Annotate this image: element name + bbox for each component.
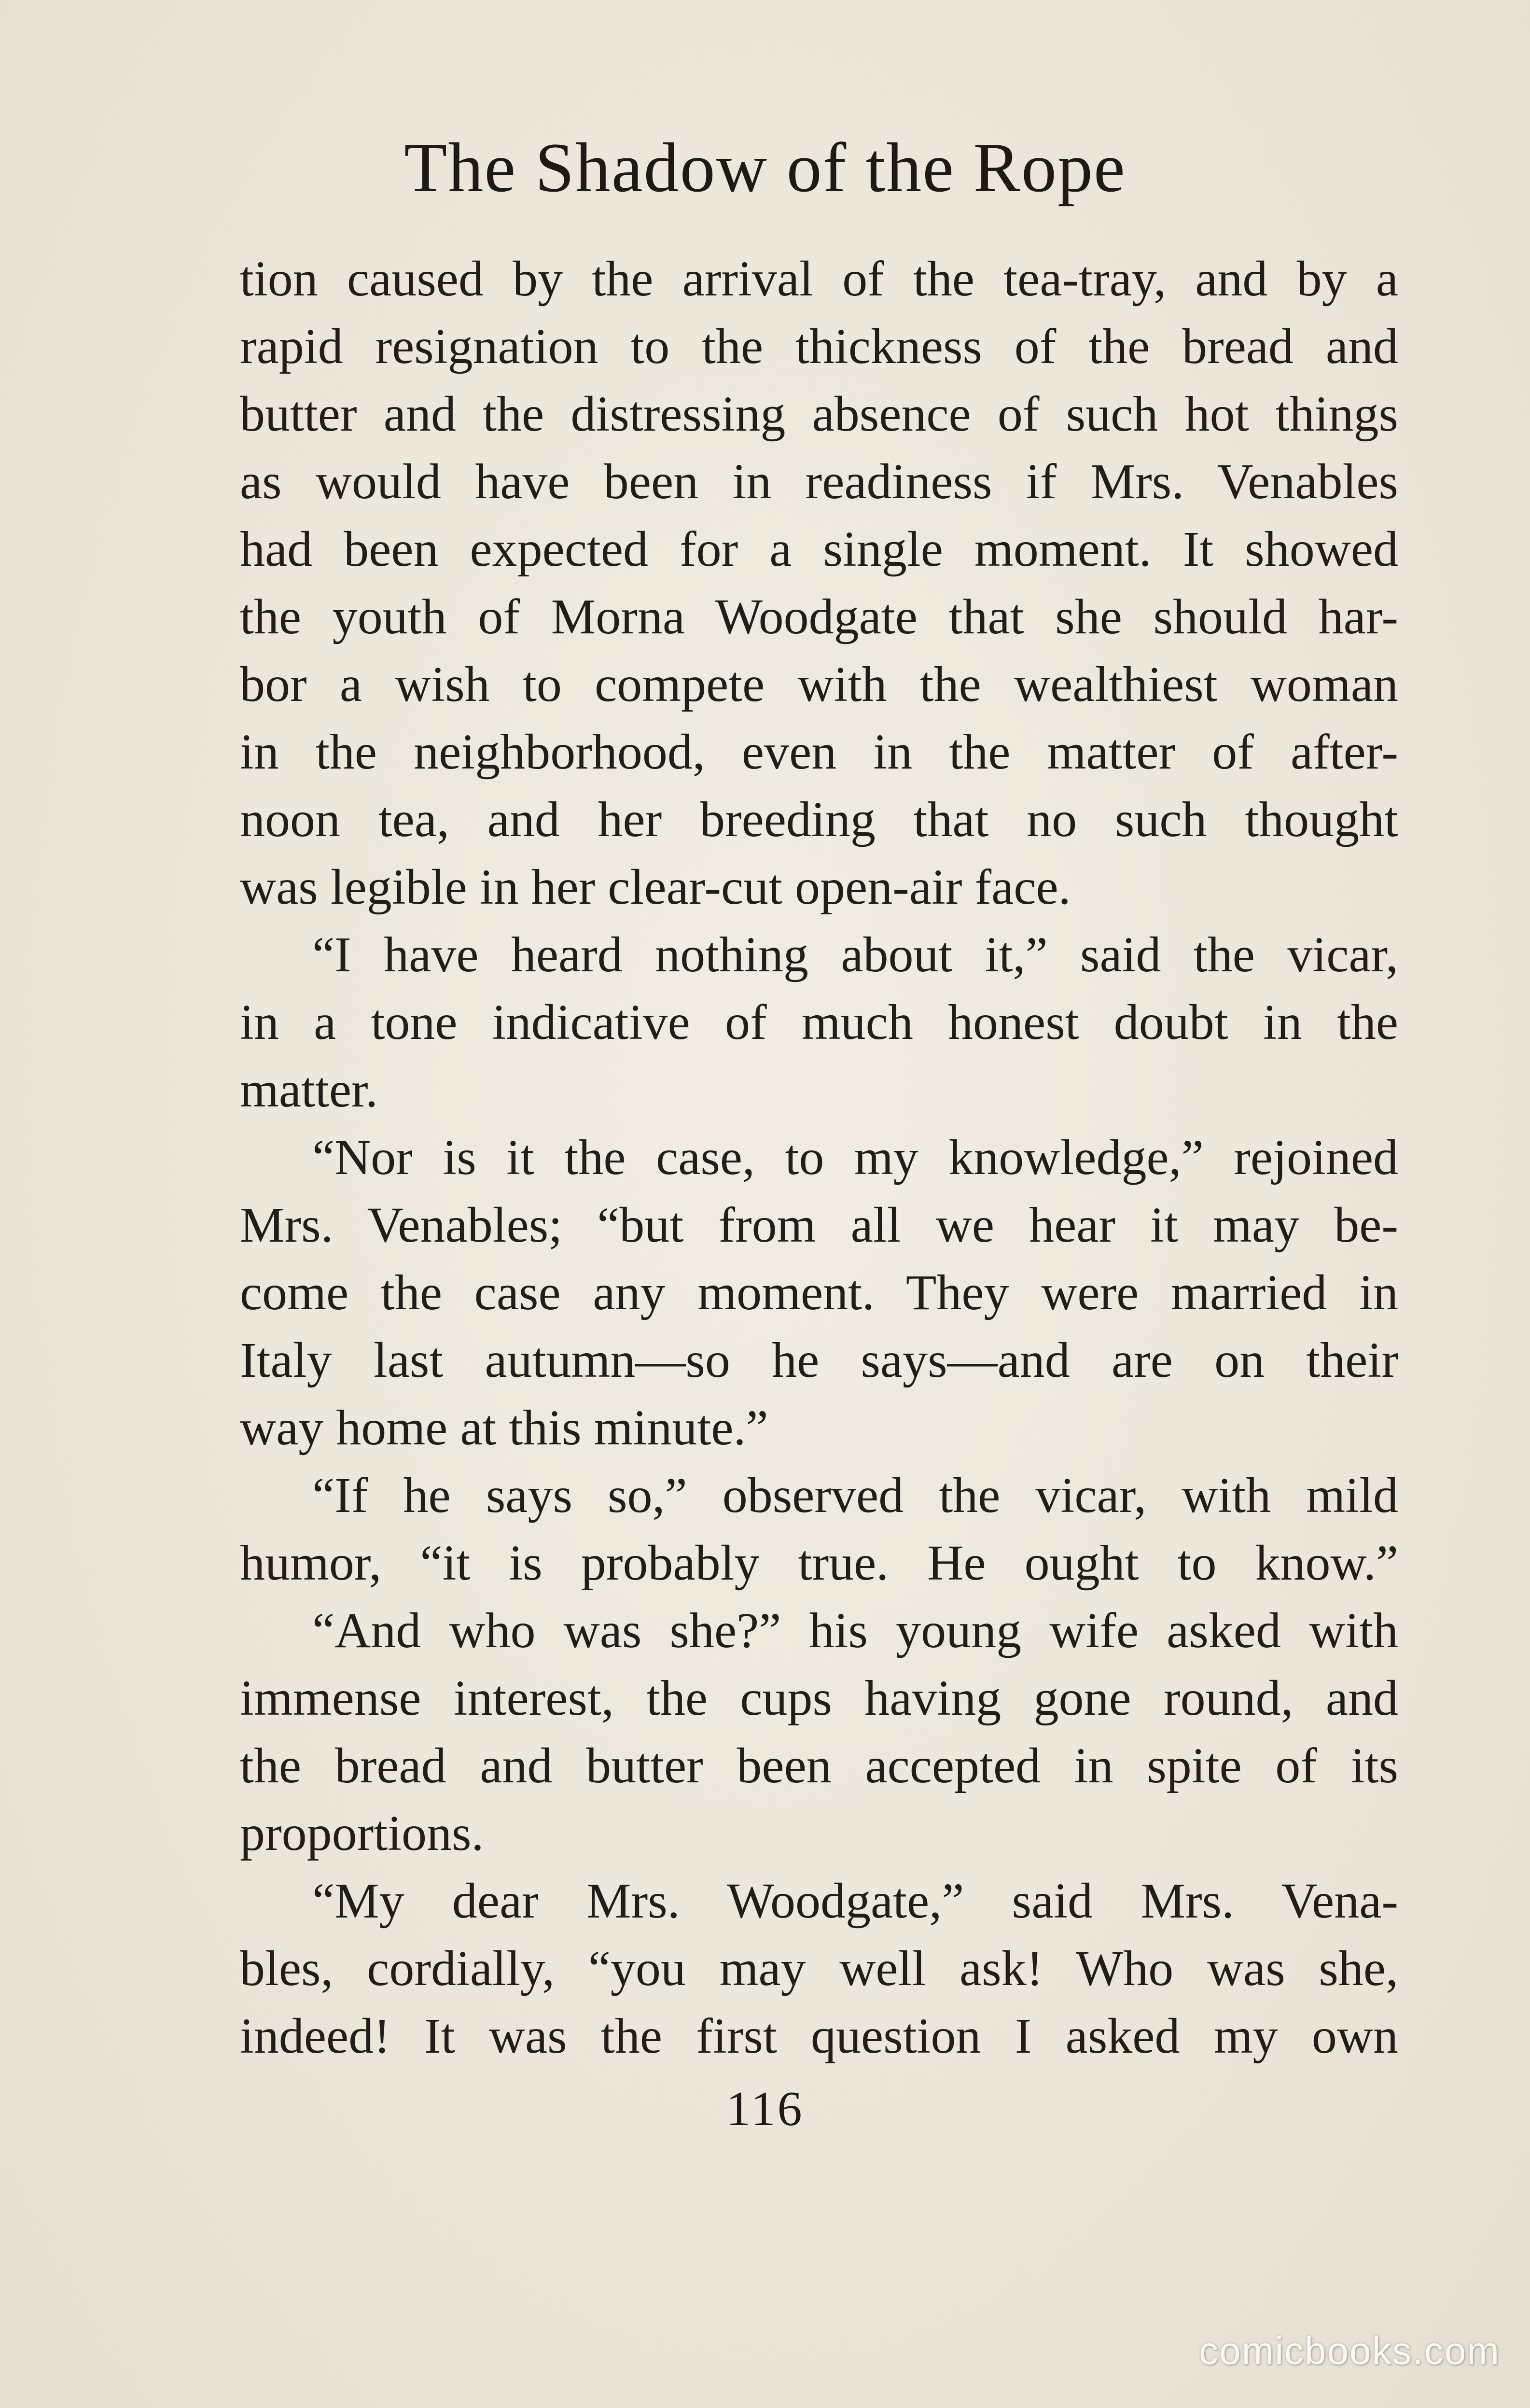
paragraph-first-line: “My dear Mrs. Woodgate,” said Mrs. Vena- [312,1873,1398,1929]
text-line: Italy last autumn—so he says—and are on their [240,1332,1398,1388]
text-line: indeed! It was the first question I asked my own [240,2008,1398,2064]
text-line: butter and the distressing absence of such hot things [240,386,1398,442]
text-line: was legible in her clear-cut open-air face. [240,859,1071,915]
paragraph-first-line: “I have heard nothing about it,” said the vicar, [312,927,1398,982]
text-line: immense interest, the cups having gone round, and [240,1670,1398,1726]
text-line: Mrs. Venables; “but from all we hear it may be- [240,1197,1398,1253]
text-line: in the neighborhood, even in the matter of after- [240,724,1398,780]
text-line: the youth of Morna Woodgate that she should har- [240,589,1398,644]
text-line: had been expected for a single moment. It showed [240,521,1398,577]
paragraph-first-line: “Nor is it the case, to my knowledge,” rejoined [312,1130,1398,1185]
text-line: noon tea, and her breeding that no such thought [240,792,1398,847]
text-line: come the case any moment. They were married in [240,1265,1398,1320]
running-title: The Shadow of the Rope [404,128,1126,207]
text-line: proportions. [240,1806,484,1861]
text-line: in a tone indicative of much honest doubt in the [240,994,1398,1050]
text-line: rapid resignation to the thickness of the bread and [240,319,1398,374]
text-line: bles, cordially, “you may well ask! Who was she, [240,1941,1398,1996]
body-text [240,245,1398,2070]
text-line: the bread and butter been accepted in spite of its [240,1738,1398,1793]
text-line: matter. [240,1062,378,1118]
text-line: way home at this minute.” [240,1400,768,1456]
paragraph-first-line: “And who was she?” his young wife asked with [312,1603,1398,1658]
text-line: humor, “it is probably true. He ought to know.” [240,1535,1398,1591]
watermark: comicbooks.com [1199,2329,1500,2372]
page-number: 116 [726,2082,804,2136]
text-line: as would have been in readiness if Mrs. Venables [240,454,1398,509]
text-line: tion caused by the arrival of the tea-tray, and by a [240,251,1398,307]
paragraph-first-line: “If he says so,” observed the vicar, with mild [312,1468,1398,1523]
text-line: bor a wish to compete with the wealthiest woman [240,657,1398,712]
